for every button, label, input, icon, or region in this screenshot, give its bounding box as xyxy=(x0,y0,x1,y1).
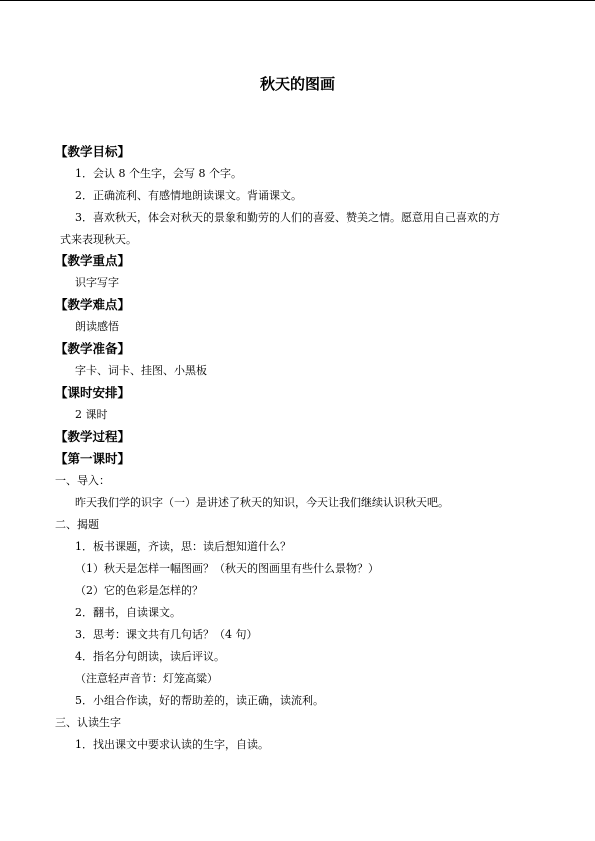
goal-item-1: 1．会认 8 个生字，会写 8 个字。 xyxy=(75,167,242,180)
step-reveal-sub-2: （2）它的色彩是怎样的？ xyxy=(75,584,203,597)
step-reveal-heading: 二、揭题 xyxy=(55,518,99,531)
step-reveal-item-3: 3．思考：课文共有几句话？（4 句） xyxy=(75,628,258,641)
step-reveal-item-4: 4．指名分句朗读，读后评议。 xyxy=(75,650,225,663)
preparation-text: 字卡、词卡、挂图、小黑板 xyxy=(75,364,207,377)
document-title: 秋天的图画 xyxy=(259,75,335,93)
heading-preparation: 【教学准备】 xyxy=(55,341,131,356)
page-top-rule xyxy=(0,0,595,1)
step-reveal-sub-1: （1）秋天是怎样一幅图画？（秋天的图画里有些什么景物？） xyxy=(75,562,379,575)
step-reveal-note: （注意轻声音节：灯笼高粱） xyxy=(75,672,218,685)
heading-first-lesson: 【第一课时】 xyxy=(55,451,131,466)
step-reveal-item-1: 1．板书课题，齐读，思：读后想知道什么？ xyxy=(75,540,291,553)
step-intro-heading: 一、导入： xyxy=(55,474,110,487)
schedule-text: 2 课时 xyxy=(75,408,108,421)
heading-key-points: 【教学重点】 xyxy=(55,253,131,268)
step-reveal-item-2: 2．翻书，自读课文。 xyxy=(75,606,181,619)
goal-item-3-line-2: 式来表现秋天。 xyxy=(60,233,137,246)
step-characters-heading: 三、认读生字 xyxy=(55,716,121,729)
difficulties-text: 朗读感悟 xyxy=(75,320,119,333)
heading-teaching-goals: 【教学目标】 xyxy=(55,144,131,159)
heading-process: 【教学过程】 xyxy=(55,429,131,444)
goal-item-3-line-1: 3．喜欢秋天，体会对秋天的景象和勤劳的人们的喜爱、赞美之情。愿意用自己喜欢的方 xyxy=(75,211,500,224)
step-characters-item-1: 1．找出课文中要求认读的生字，自读。 xyxy=(75,738,269,751)
step-reveal-item-5: 5．小组合作读，好的帮助差的，读正确，读流利。 xyxy=(75,694,324,707)
key-points-text: 识字写字 xyxy=(75,276,119,289)
goal-item-2: 2．正确流利、有感情地朗读课文。背诵课文。 xyxy=(75,189,302,202)
heading-schedule: 【课时安排】 xyxy=(55,385,131,400)
step-intro-text: 昨天我们学的识字（一）是讲述了秋天的知识，今天让我们继续认识秋天吧。 xyxy=(75,496,449,509)
heading-difficulties: 【教学难点】 xyxy=(55,297,131,312)
